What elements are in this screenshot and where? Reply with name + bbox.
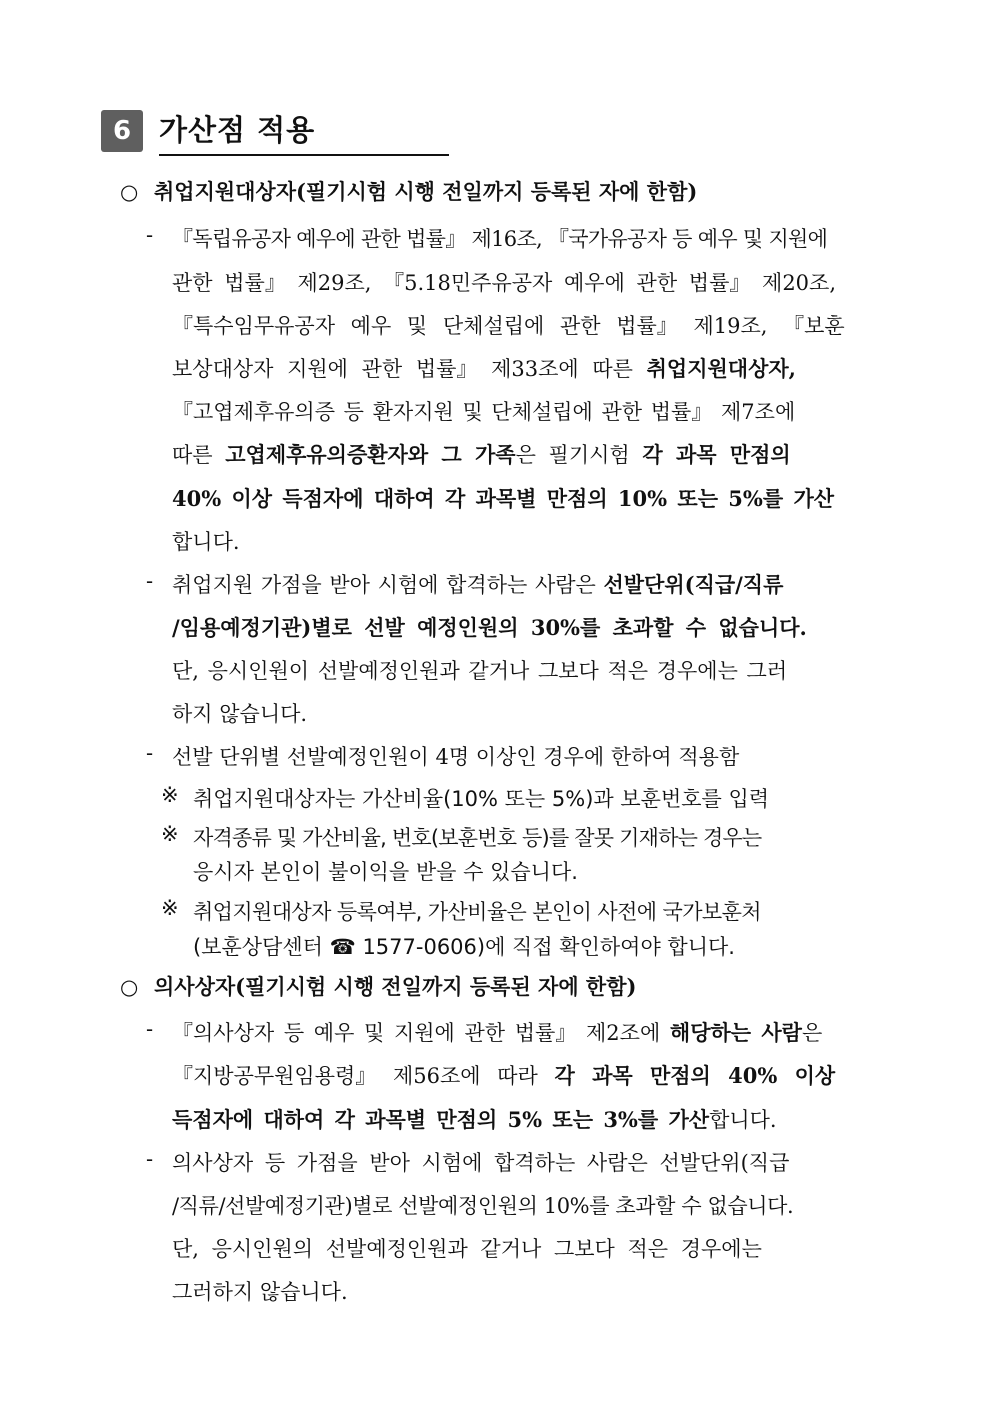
text-line: 관한 법률』 제29조, 『5.18민주유공자 예우에 관한 법률』 제20조,	[172, 271, 836, 295]
text-run: 보상대상자 지원에 관한 법률』 제33조에 따른	[172, 357, 647, 381]
dash-marker: -	[146, 569, 154, 593]
note-text: 취업지원대상자는 가산비율(10% 또는 5%)과 보훈번호를 입력	[193, 787, 770, 811]
text-line: 선발 단위별 선발예정인원이 4명 이상인 경우에 한하여 적용함	[172, 745, 740, 769]
bullet-righteous-casualties	[120, 971, 636, 1001]
emphasis-each-subject: 각 과목 만점의 40% 이상	[554, 1063, 836, 1088]
text-line	[172, 1060, 835, 1090]
circle-bullet-icon: ○	[120, 179, 139, 204]
text-line	[172, 353, 796, 383]
emphasis-agent-orange: 고엽제후유의증환자와 그 가족	[225, 442, 516, 467]
text-run: 따른	[172, 443, 226, 467]
text-run: 『지방공무원임용령』 제56조에 따라	[172, 1064, 555, 1088]
section-number-badge: 6	[101, 110, 143, 152]
circle-bullet-icon: ○	[120, 974, 139, 999]
emphasis-selection-unit: 선발단위(직급/직류	[603, 572, 784, 597]
bullet-veterans-text: 취업지원대상자(필기시험 시행 전일까지 등록된 자에 한함)	[154, 179, 698, 204]
note-text: 자격종류 및 가산비율, 번호(보훈번호 등)를 잘못 기재하는 경우는	[193, 826, 762, 850]
note-text: 취업지원대상자 등록여부, 가산비율은 본인이 사전에 국가보훈처	[193, 900, 761, 924]
text-run: 취업지원 가점을 받아 시험에 합격하는 사람은	[172, 573, 604, 597]
emphasis-veterans: 취업지원대상자	[646, 356, 789, 381]
text-line: 『고엽제후유의증 등 환자지원 및 단체설립에 관한 법률』 제7조에	[172, 400, 796, 424]
text-line: /임용예정기관)별로 선발 예정인원의 30%를 초과할 수 없습니다.	[172, 615, 807, 640]
text-line: 단, 응시인원의 선발예정인원과 같거나 그보다 적은 경우에는	[172, 1237, 762, 1261]
text-run: 『의사상자 등 예우 및 지원에 관한 법률』 제2조에	[172, 1021, 670, 1045]
note-text: 응시자 본인이 불이익을 받을 수 있습니다.	[193, 860, 578, 884]
text-run: 1577-0606)에 직접 확인하여야 합니다.	[355, 935, 735, 959]
reference-mark-icon: ※	[161, 896, 179, 920]
text-line	[172, 569, 783, 599]
text-run: 합니다.	[709, 1108, 777, 1132]
dash-marker: -	[146, 741, 154, 765]
text-line	[172, 439, 791, 469]
dash-marker: -	[146, 1017, 154, 1041]
section-title: 가산점 적용	[159, 113, 316, 147]
text-line: /직류/선발예정기관)별로 선발예정인원의 10%를 초과할 수 없습니다.	[172, 1194, 794, 1218]
text-line: 하지 않습니다.	[172, 702, 308, 726]
note-text	[193, 931, 735, 961]
text-line	[172, 1017, 822, 1047]
reference-mark-icon: ※	[161, 822, 179, 846]
title-underline	[159, 154, 449, 156]
text-line	[172, 1104, 777, 1134]
text-run: (보훈상담센터	[193, 935, 330, 959]
emphasis-bonus: 득점자에 대하여 각 과목별 만점의 5% 또는 3%를 가산	[172, 1107, 710, 1132]
text-run: 은	[801, 1021, 823, 1045]
text-line: 『특수임무유공자 예우 및 단체설립에 관한 법률』 제19조, 『보훈	[172, 314, 845, 338]
emphasis-each-subject: 각 과목 만점의	[642, 442, 791, 467]
text-run: ,	[788, 356, 796, 381]
dash-marker: -	[146, 223, 154, 247]
text-line: 40% 이상 득점자에 대하여 각 과목별 만점의 10% 또는 5%를 가산	[172, 486, 835, 511]
bullet-righteous-text: 의사상자(필기시험 시행 전일까지 등록된 자에 한함)	[154, 974, 637, 999]
text-line: 『독립유공자 예우에 관한 법률』 제16조, 『국가유공자 등 예우 및 지원에	[172, 227, 828, 251]
text-line: 그러하지 않습니다.	[172, 1280, 348, 1304]
text-line: 단, 응시인원이 선발예정인원과 같거나 그보다 적은 경우에는 그러	[172, 659, 788, 683]
phone-icon: ☎	[329, 935, 356, 959]
emphasis-eligible-person: 해당하는 사람	[669, 1020, 802, 1045]
bullet-veterans	[120, 176, 697, 206]
text-line: 의사상자 등 가점을 받아 시험에 합격하는 사람은 선발단위(직급	[172, 1151, 790, 1175]
dash-marker: -	[146, 1147, 154, 1171]
text-line: 합니다.	[172, 530, 240, 554]
text-run: 은 필기시험	[515, 443, 643, 467]
reference-mark-icon: ※	[161, 783, 179, 807]
